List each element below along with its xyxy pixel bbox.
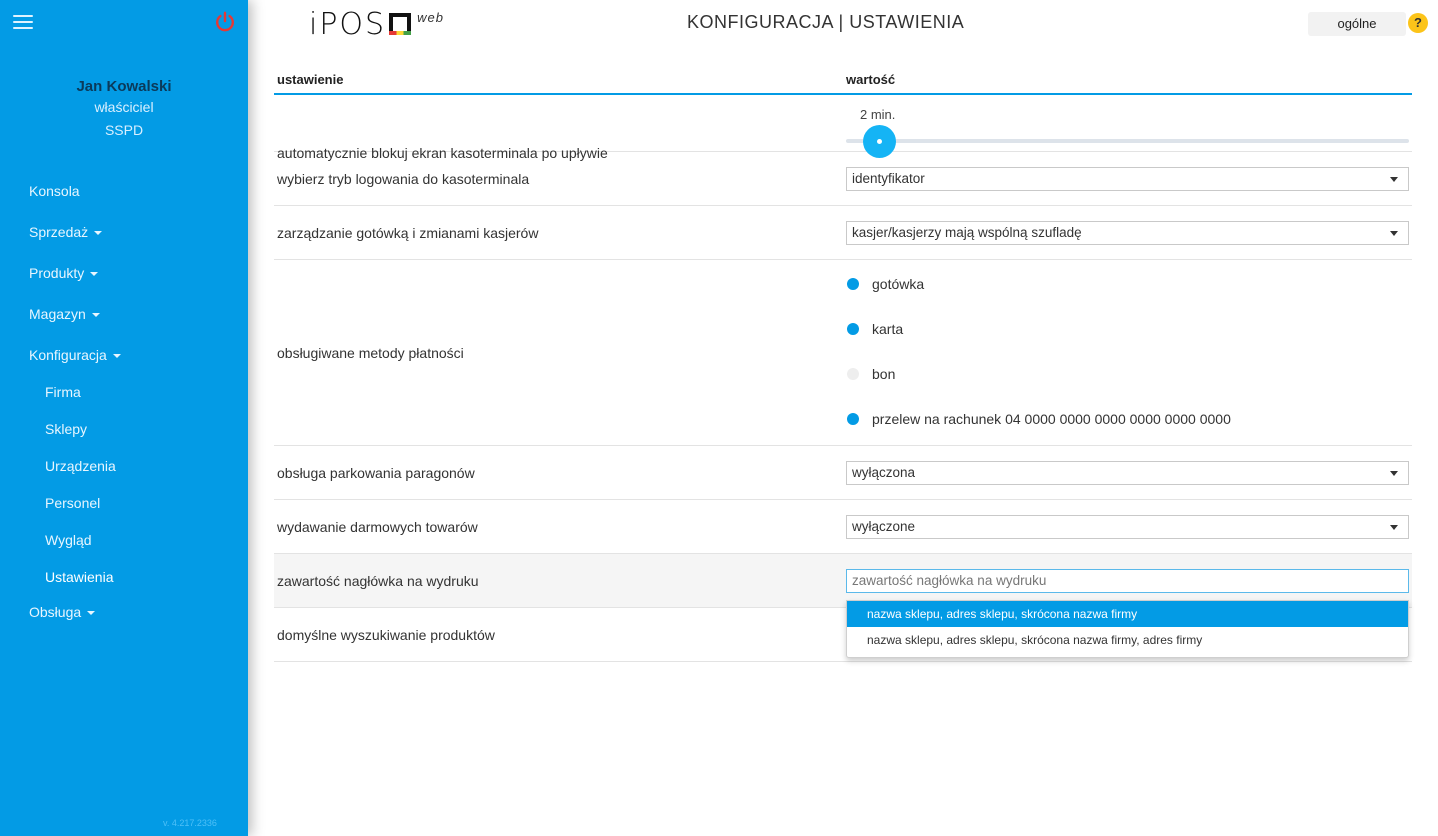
sidebar-item-label: Magazyn	[29, 306, 86, 322]
sidebar-subitem-wyglad[interactable]: Wygląd	[45, 532, 92, 548]
sidebar-item-produkty[interactable]	[0, 260, 248, 301]
sidebar-item-sprzedaz[interactable]	[0, 219, 248, 260]
column-header-value: wartość	[846, 72, 896, 87]
row-label: wydawanie darmowych towarów	[277, 519, 478, 535]
table-header	[274, 66, 1412, 95]
receipt-parking-select[interactable]	[846, 461, 1409, 485]
user-role: właściciel	[94, 99, 154, 115]
chevron-down-icon	[1390, 177, 1398, 182]
toggle-dot-icon	[847, 278, 859, 290]
power-icon[interactable]	[214, 11, 236, 33]
sidebar-subitem-ustawienia[interactable]: Ustawienia	[45, 569, 114, 585]
sidebar-item-magazyn[interactable]	[0, 301, 248, 342]
lock-time-slider[interactable]	[846, 139, 1409, 143]
version-label: v. 4.217.2336	[163, 818, 217, 828]
select-value: wyłączone	[852, 519, 916, 534]
table-row	[274, 260, 1412, 446]
menu-icon[interactable]	[13, 15, 33, 31]
select-value: identyfikator	[852, 171, 925, 186]
payment-option-label: gotówka	[872, 276, 925, 292]
row-label: obsługiwane metody płatności	[277, 345, 464, 361]
sidebar-nav	[0, 178, 248, 640]
row-label: wybierz tryb logowania do kasoterminala	[277, 171, 530, 187]
help-icon[interactable]: ?	[1408, 13, 1428, 33]
settings-table	[274, 66, 1412, 662]
slider-value: 2 min.	[860, 107, 896, 122]
page-title: KONFIGURACJA | USTAWIENIA	[687, 12, 965, 32]
table-row	[274, 446, 1412, 500]
sidebar-subitem-sklepy[interactable]: Sklepy	[45, 421, 88, 437]
payment-option-label: przelew na rachunek 04 0000 0000 0000 0000 0000 0000	[872, 411, 1231, 427]
print-header-input[interactable]: zawartość nagłówka na wydruku	[846, 569, 1409, 593]
caret-down-icon	[92, 313, 100, 317]
toggle-dot-icon	[847, 323, 859, 335]
row-label: zarządzanie gotówką i zmianami kasjerów	[277, 225, 539, 241]
caret-down-icon	[94, 231, 102, 235]
sidebar-subitem-urzadzenia[interactable]: Urządzenia	[45, 458, 116, 474]
sidebar-item-obsluga[interactable]	[0, 599, 248, 640]
logo-text: iPOS	[309, 7, 387, 42]
logo-web: web	[417, 10, 444, 25]
dropdown-option[interactable]: nazwa sklepu, adres sklepu, skrócona nazwa firmy	[847, 601, 1408, 627]
sidebar	[0, 0, 248, 836]
chevron-down-icon	[1390, 471, 1398, 476]
cash-management-select[interactable]	[846, 221, 1409, 245]
payment-option-label: bon	[872, 366, 896, 382]
table-row	[274, 152, 1412, 206]
table-row	[274, 206, 1412, 260]
caret-down-icon	[87, 611, 95, 615]
print-header-dropdown	[846, 600, 1409, 658]
toggle-dot-icon	[847, 368, 859, 380]
table-row	[274, 500, 1412, 554]
table-row	[274, 95, 1412, 161]
logo-square-icon	[389, 13, 411, 35]
row-label: automatycznie blokuj ekran kasoterminala po upływie	[277, 145, 608, 161]
column-header-setting: ustawienie	[277, 72, 344, 87]
sidebar-subitem-personel[interactable]: Personel	[45, 495, 101, 511]
select-value: kasjer/kasjerzy mają wspólną szufladę	[852, 225, 1082, 240]
row-label: domyślne wyszukiwanie produktów	[277, 627, 495, 643]
user-info	[0, 78, 248, 142]
section-tag-button[interactable]: ogólne	[1308, 12, 1406, 36]
payment-option-label: karta	[872, 321, 904, 337]
caret-down-icon	[90, 272, 98, 276]
sidebar-item-konfiguracja[interactable]	[0, 342, 248, 377]
sidebar-subitem-firma[interactable]: Firma	[45, 384, 81, 400]
logo	[309, 7, 444, 43]
select-value: wyłączona	[852, 465, 916, 480]
row-label: obsługa parkowania paragonów	[277, 465, 475, 481]
sidebar-item-label: Konfiguracja	[29, 347, 107, 363]
dropdown-option[interactable]: nazwa sklepu, adres sklepu, skrócona nazwa firmy, adres firmy	[867, 633, 1203, 647]
free-goods-select[interactable]	[846, 515, 1409, 539]
sidebar-item-label: Obsługa	[29, 604, 82, 620]
row-label: zawartość nagłówka na wydruku	[277, 573, 479, 589]
sidebar-item-konsola[interactable]	[0, 178, 248, 219]
chevron-down-icon	[1390, 231, 1398, 236]
user-org: SSPD	[104, 122, 144, 138]
sidebar-item-label: Sprzedaż	[29, 224, 89, 240]
sidebar-item-label: Konsola	[29, 183, 80, 199]
login-mode-select[interactable]	[846, 167, 1409, 191]
toggle-dot-icon	[847, 413, 859, 425]
caret-down-icon	[113, 354, 121, 358]
chevron-down-icon	[1390, 525, 1398, 530]
sidebar-item-label: Produkty	[29, 265, 85, 281]
user-name: Jan Kowalski	[76, 78, 172, 95]
